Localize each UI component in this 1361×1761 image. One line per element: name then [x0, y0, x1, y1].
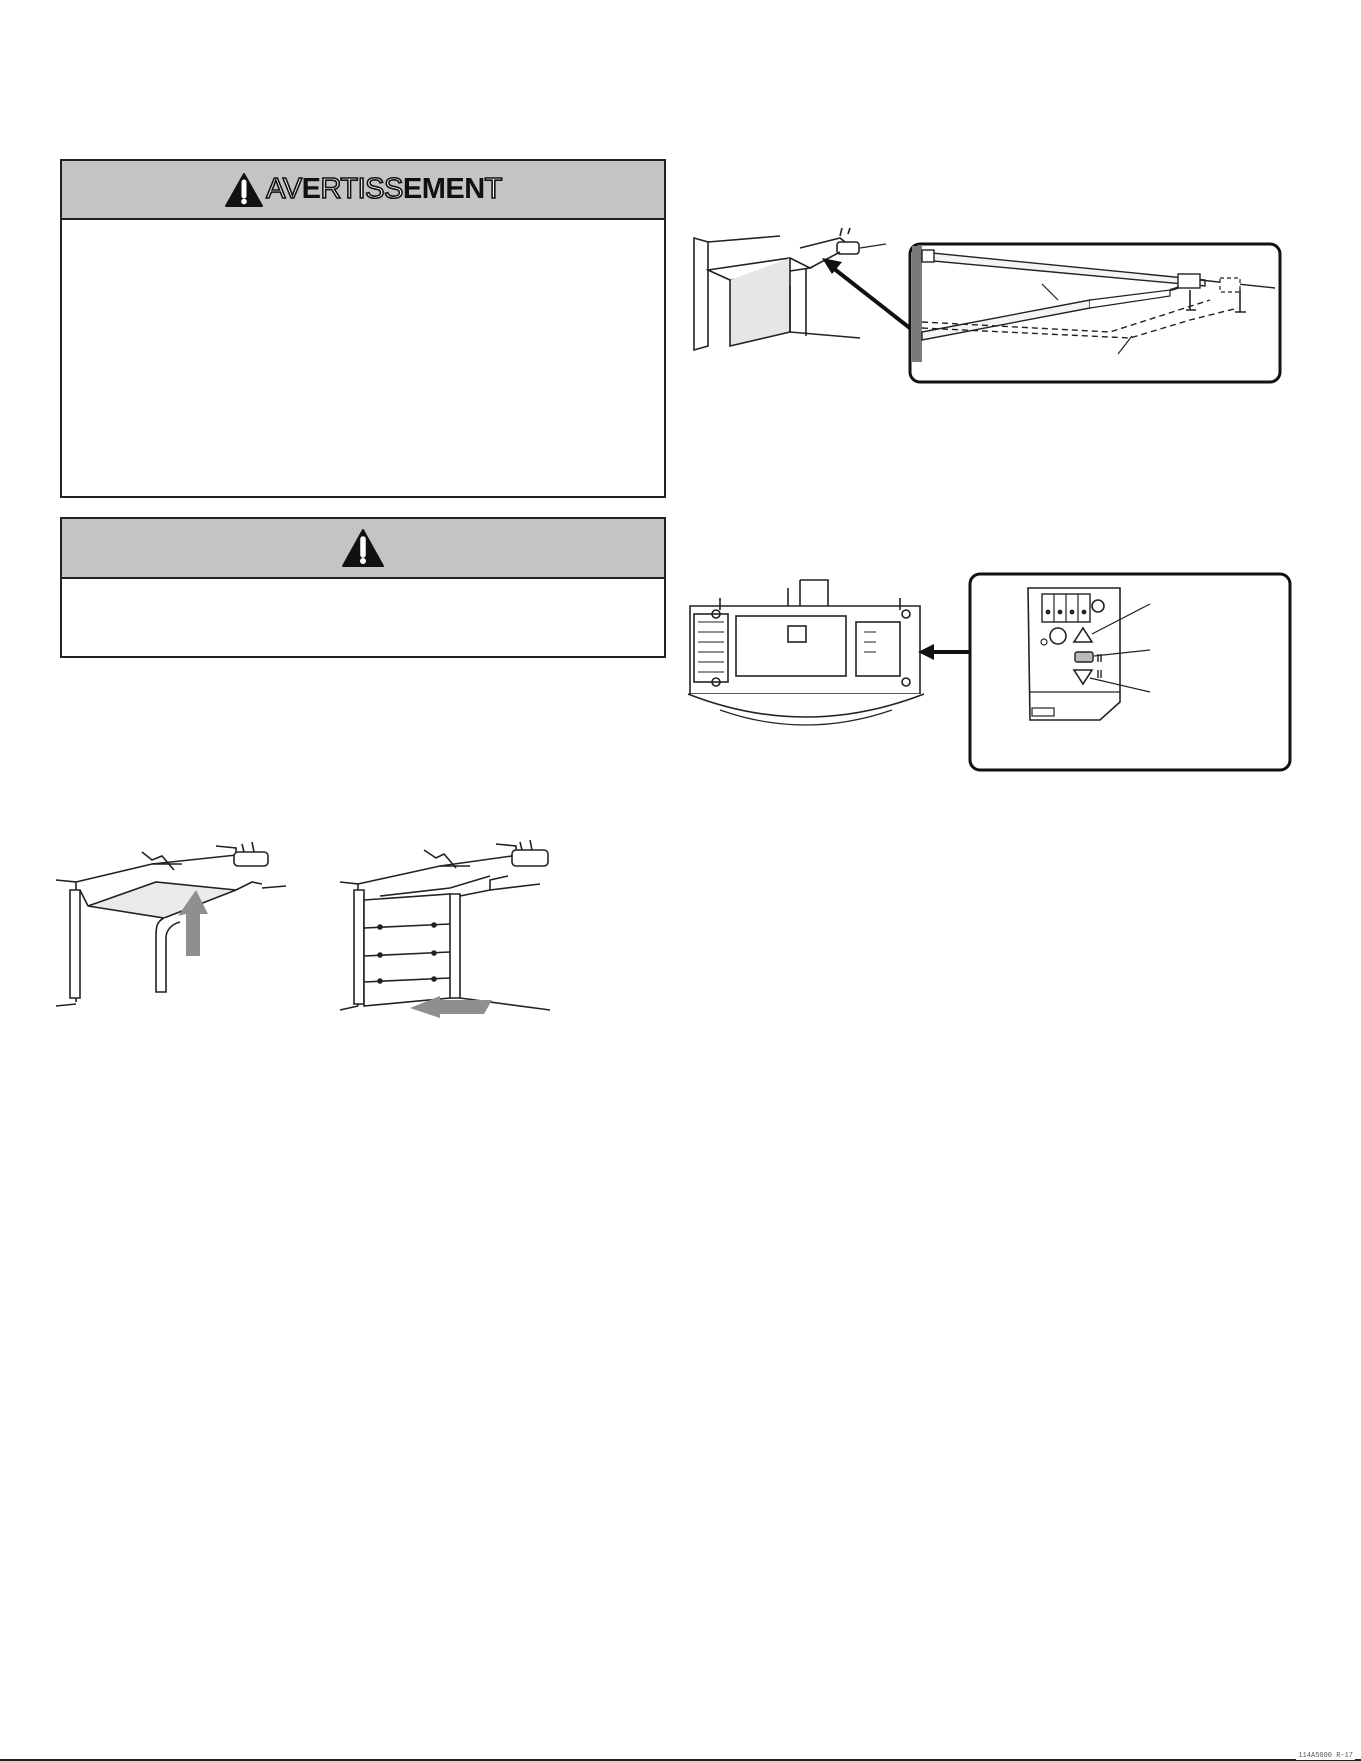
title-part: EMEN: [402, 173, 485, 205]
warning-box: [60, 159, 666, 498]
caution-box: [60, 517, 666, 658]
door-push-figure: [340, 838, 590, 1018]
detail-pointer-arrow: [822, 258, 920, 336]
warning-box-header: [62, 161, 664, 220]
opener-control-panel-figure: [680, 570, 1300, 780]
warning-triangle-icon: [341, 528, 385, 568]
warning-title: [266, 175, 502, 204]
panel-pointer-arrow: [918, 644, 970, 660]
warning-box-body: [62, 220, 664, 496]
learn-button-icon: [1075, 652, 1093, 662]
title-part: E: [301, 173, 321, 205]
title-part: RTISS: [320, 173, 403, 205]
caution-box-body: [62, 579, 664, 656]
title-part: T: [484, 173, 502, 205]
title-part: AV: [266, 173, 302, 205]
door-arm-detail-figure: [690, 228, 1290, 388]
control-panel-inset: [970, 574, 1290, 770]
caution-box-header: [62, 519, 664, 579]
arm-detail-inset: [910, 244, 1280, 382]
callout-leader: [860, 244, 886, 248]
warning-triangle-icon: [224, 172, 264, 208]
door-lift-up-figure: [56, 842, 326, 1012]
garage-scene: [694, 228, 860, 350]
footer-code: 114A5000 R-17: [1298, 1752, 1353, 1760]
opener-unit: [688, 580, 924, 725]
